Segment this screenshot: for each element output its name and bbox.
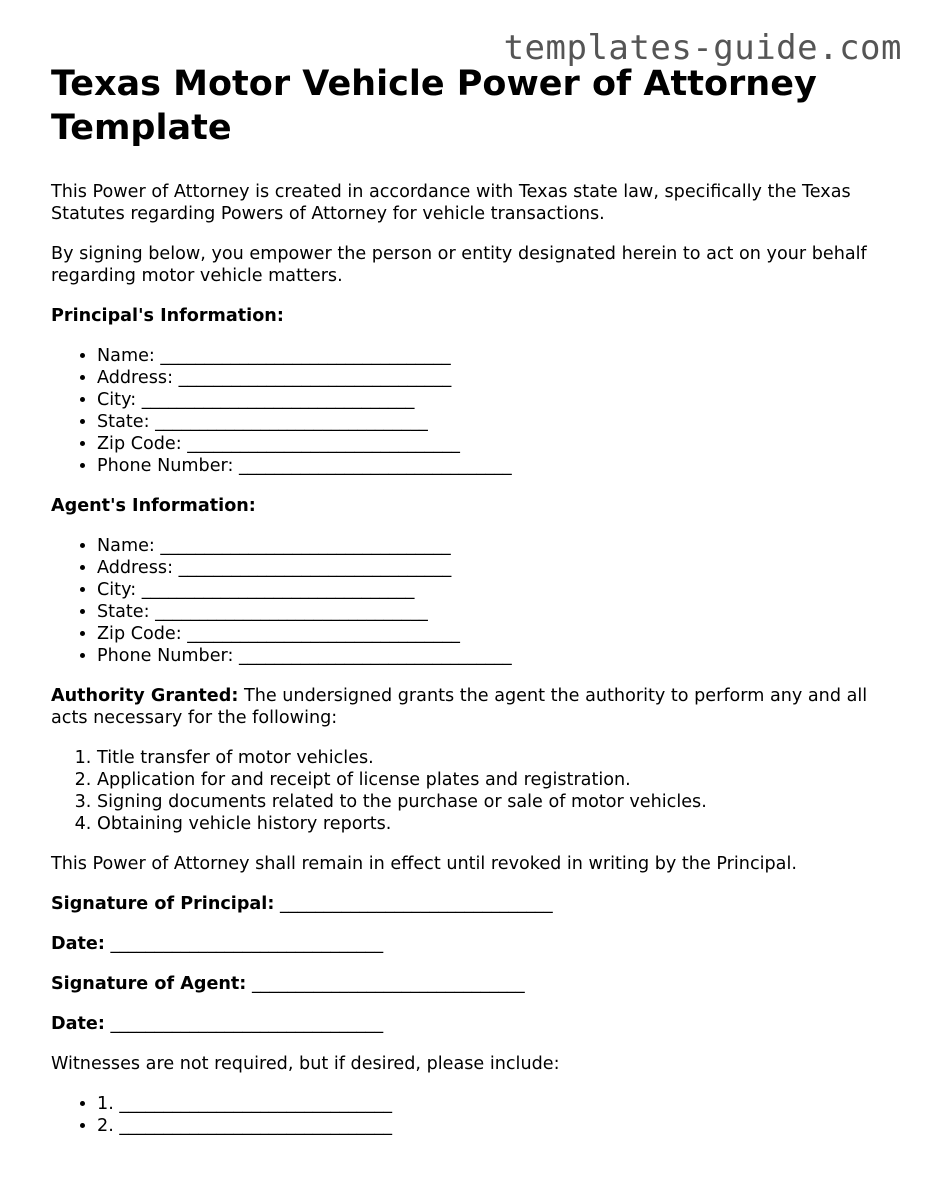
agent-date-label: Date: — [51, 1014, 105, 1034]
agent-name-field[interactable]: • Name: _________________________________ — [97, 535, 891, 557]
authority-item: 1. Title transfer of motor vehicles. — [97, 747, 891, 769]
agent-date-blank: _______________________________ — [104, 1014, 384, 1034]
authority-text: The undersigned grants the agent the authority to perform any and all acts necessary for the following: — [51, 686, 868, 728]
witness-line-2[interactable]: • 2. _______________________________ — [97, 1115, 891, 1137]
principal-state-field[interactable]: • State: _______________________________ — [97, 411, 891, 433]
authority-label: Authority Granted: — [51, 686, 239, 706]
principal-name-field[interactable]: • Name: _________________________________ — [97, 345, 891, 367]
intro-paragraph-2: By signing below, you empower the person or entity designated herein to act on your behalf regarding motor vehicle matters. — [51, 244, 867, 286]
agent-city-field[interactable]: • City: _______________________________ — [97, 579, 891, 601]
principal-city-field[interactable]: • City: _______________________________ — [97, 389, 891, 411]
authority-item: 2. Application for and receipt of license plates and registration. — [97, 769, 891, 791]
effect-statement: This Power of Attorney shall remain in effect until revoked in writing by the Principal. — [51, 854, 797, 874]
authority-list — [51, 747, 891, 835]
agent-signature-line[interactable] — [51, 973, 891, 995]
principal-signature-line[interactable] — [51, 893, 891, 915]
principal-field-list — [51, 345, 891, 477]
principal-date-label: Date: — [51, 934, 105, 954]
document-title: Texas Motor Vehicle Power of Attorney Template — [51, 64, 817, 148]
intro-paragraph-1: This Power of Attorney is created in accordance with Texas state law, specifically the Texas Statutes regarding Powers of Attorney for vehicle transactions. — [51, 182, 851, 224]
agent-signature-blank: _______________________________ — [246, 974, 525, 994]
agent-signature-label: Signature of Agent: — [51, 974, 247, 994]
agent-zip-field[interactable]: • Zip Code: _______________________________ — [97, 623, 891, 645]
witness-list — [51, 1093, 891, 1137]
agent-date-line[interactable] — [51, 1013, 891, 1035]
watermark: templates-guide.com — [503, 28, 902, 68]
agent-heading: Agent's Information: — [51, 496, 256, 516]
agent-phone-field[interactable]: • Phone Number: _______________________________ — [97, 645, 891, 667]
principal-address-field[interactable]: • Address: _______________________________ — [97, 367, 891, 389]
principal-signature-label: Signature of Principal: — [51, 894, 275, 914]
authority-item: 3. Signing documents related to the purchase or sale of motor vehicles. — [97, 791, 891, 813]
principal-date-blank: _______________________________ — [104, 934, 384, 954]
principal-signature-blank: _______________________________ — [274, 894, 553, 914]
principal-heading: Principal's Information: — [51, 306, 284, 326]
witness-line-1[interactable]: • 1. _______________________________ — [97, 1093, 891, 1115]
principal-phone-field[interactable]: • Phone Number: _______________________________ — [97, 455, 891, 477]
principal-zip-field[interactable]: • Zip Code: _______________________________ — [97, 433, 891, 455]
principal-date-line[interactable] — [51, 933, 891, 955]
document-page — [51, 62, 891, 1155]
agent-state-field[interactable]: • State: _______________________________ — [97, 601, 891, 623]
agent-address-field[interactable]: • Address: _______________________________ — [97, 557, 891, 579]
authority-item: 4. Obtaining vehicle history reports. — [97, 813, 891, 835]
authority-paragraph — [51, 685, 891, 729]
agent-field-list — [51, 535, 891, 667]
witnesses-text: Witnesses are not required, but if desired, please include: — [51, 1054, 560, 1074]
